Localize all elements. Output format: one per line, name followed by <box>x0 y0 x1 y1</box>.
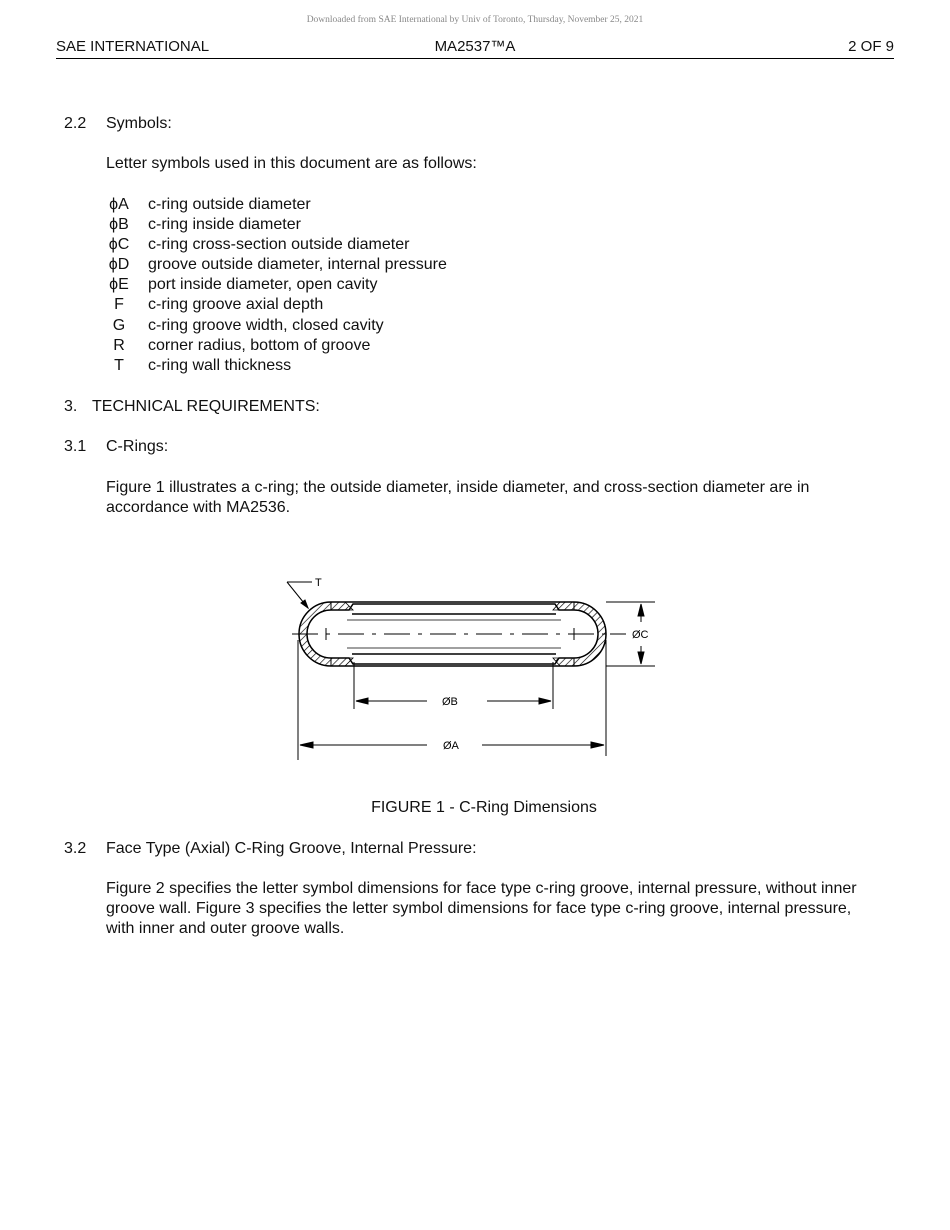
symbol-description: c-ring cross-section outside diameter <box>148 236 410 254</box>
section-3-2-title: Face Type (Axial) C-Ring Groove, Internal Pressure: <box>106 840 477 857</box>
section-3-2-number: 3.2 <box>64 840 87 857</box>
label-t: T <box>315 577 322 589</box>
symbol-description: c-ring groove axial depth <box>148 296 324 314</box>
section-3-number: 3. <box>64 398 78 415</box>
symbol-key: G <box>112 316 126 334</box>
symbol-description: c-ring inside diameter <box>148 216 301 234</box>
symbol-description: c-ring outside diameter <box>148 196 311 213</box>
label-b: ØB <box>442 696 458 708</box>
t-leader <box>287 582 312 608</box>
symbol-key: ϕA <box>109 196 129 213</box>
section-3-title: TECHNICAL REQUIREMENTS: <box>92 398 320 415</box>
section-3-1-title: C-Rings: <box>106 438 169 455</box>
symbol-description: groove outside diameter, internal pressure <box>148 256 447 274</box>
symbol-description: c-ring groove width, closed cavity <box>148 316 384 334</box>
header-organization: SAE INTERNATIONAL <box>56 38 210 55</box>
symbol-key: ϕB <box>109 216 129 234</box>
label-c: ØC <box>632 629 649 641</box>
section-2-2-number: 2.2 <box>64 115 87 132</box>
symbol-key: ϕD <box>108 256 130 274</box>
symbol-key: R <box>113 336 125 354</box>
section-3-1-number: 3.1 <box>64 438 87 455</box>
header-page-number: 2 OF 9 <box>848 38 894 55</box>
section-2-2-title: Symbols: <box>106 115 172 132</box>
symbol-description: c-ring wall thickness <box>148 356 292 374</box>
header-document-number: MA2537™A <box>434 38 516 55</box>
label-a: ØA <box>443 740 459 752</box>
section-3-2-body: Figure 2 specifies the letter symbol dimensions for face type c-ring groove, internal pressure, without inner groove wall. Figure 3 specifies the letter symbol dimensions for face type c-ring groove, internal pressure, with inner and outer groove walls. <box>106 880 857 937</box>
symbol-key: ϕE <box>109 276 129 294</box>
symbol-key: T <box>114 356 124 374</box>
figure-1-caption: FIGURE 1 - C-Ring Dimensions <box>371 799 597 816</box>
symbol-description: port inside diameter, open cavity <box>148 276 378 294</box>
symbol-key: ϕC <box>108 236 130 254</box>
symbols-intro: Letter symbols used in this document are as follows: <box>106 155 477 172</box>
symbol-key: F <box>114 296 124 314</box>
section-3-1-body: Figure 1 illustrates a c-ring; the outside diameter, inside diameter, and cross-section diameter are in accordance with MA2536. <box>106 479 810 516</box>
download-watermark: Downloaded from SAE International by Univ of Toronto, Thursday, November 25, 2021 <box>306 15 644 25</box>
symbol-description: corner radius, bottom of groove <box>148 336 371 354</box>
